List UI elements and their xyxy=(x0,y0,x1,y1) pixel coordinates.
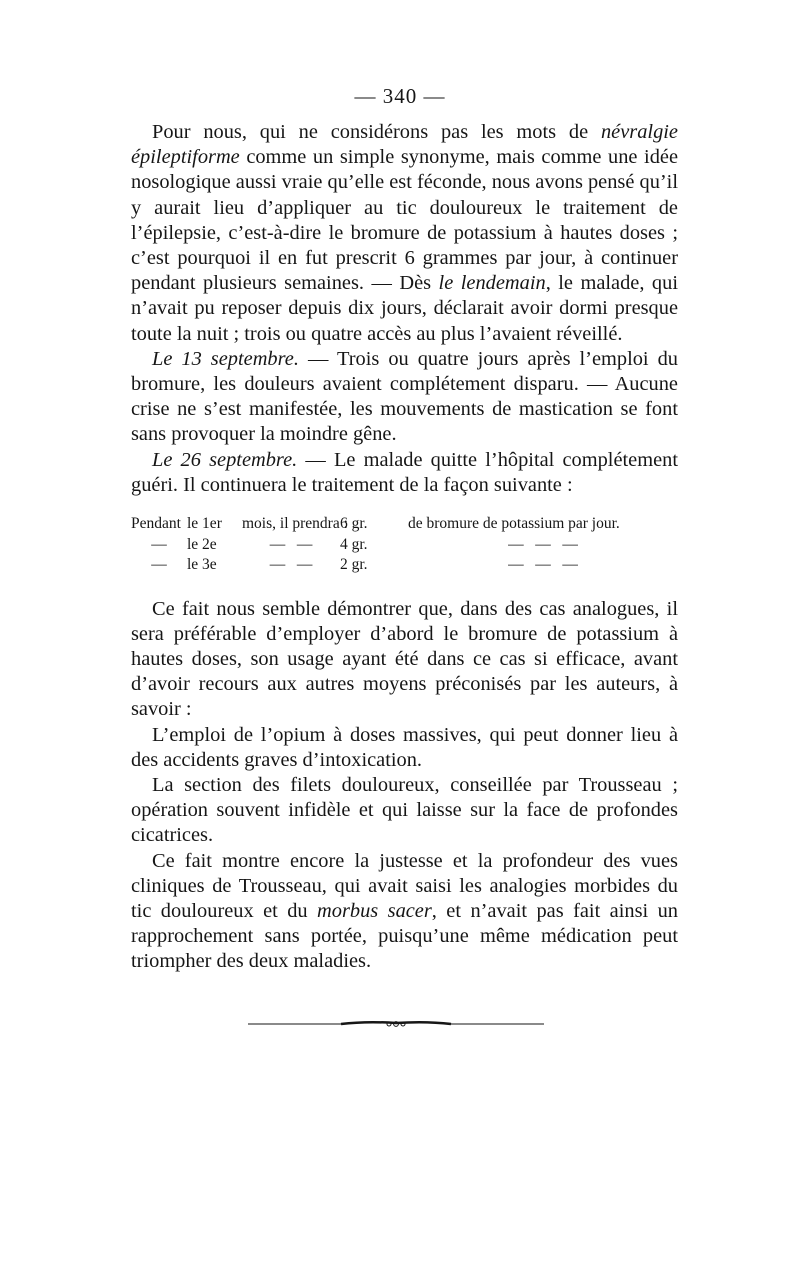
schedule-row xyxy=(131,514,678,535)
ornamental-tail-rule xyxy=(246,1020,546,1028)
dosage-schedule xyxy=(131,514,678,576)
schedule-cell: — — xyxy=(269,535,313,553)
p1-term: névralgie épileptiforme xyxy=(131,121,678,169)
schedule-cell: le 1er xyxy=(187,515,222,533)
p1-lendemain: le lendemain xyxy=(438,272,546,295)
paragraph-3 xyxy=(131,448,678,498)
p7-text-c: , et n’avait pas fait ainsi un rapprochement sans portée, puisqu’une même médication peut triompher des deux maladies. xyxy=(131,899,678,973)
schedule-cell: 4 gr. xyxy=(340,535,368,553)
p3-date: Le 26 septembre. xyxy=(152,448,298,471)
paragraph-1 xyxy=(131,120,678,347)
paragraph-4: Ce fait nous semble démontrer que, dans des cas analogues, il sera préférable d’employer d’abord le bromure de potassium à hautes doses, son usage ayant été dans ce cas si efficace, avant d’avoir recours aux autres moyens préconisés par les auteurs, à savoir : xyxy=(131,597,678,721)
schedule-cell: le 2e xyxy=(187,535,217,553)
page-number: — 340 — xyxy=(354,84,446,108)
schedule-cell: mois, il prendra : xyxy=(242,515,348,533)
paragraph-2 xyxy=(131,347,678,448)
schedule-row xyxy=(131,555,678,576)
schedule-cell: Pendant xyxy=(131,515,181,533)
schedule-cell: — xyxy=(151,556,167,574)
schedule-cell: — — — xyxy=(508,556,578,574)
schedule-cell: — xyxy=(151,535,167,553)
schedule-cell: 2 gr. xyxy=(340,556,368,574)
paragraph-7 xyxy=(131,849,678,975)
paragraph-5: L’emploi de l’opium à doses massives, qui peut donner lieu à des accidents graves d’intoxication. xyxy=(131,723,678,771)
schedule-cell: — — xyxy=(269,556,313,574)
p7-text-a: Ce fait montre encore la justesse et la profondeur des vues cliniques de Trousseau, qui avait saisi les analogies morbides du tic douloureux et du xyxy=(131,849,678,922)
p2-date: Le 13 septembre. xyxy=(152,347,299,370)
schedule-row xyxy=(131,535,678,556)
p2-text: — Trois ou quatre jours après l’emploi du bromure, les douleurs avaient complétement disparu. — Aucune crise ne s’est manifestée, les mouvements de mastication se font sans provoquer la moindre gêne. xyxy=(131,347,678,446)
p1-text-e: , le malade, qui n’avait pu reposer depuis dix jours, déclarait avoir dormi presque toute la nuit ; trois ou quatre accès au plus l’avaient réveillé. xyxy=(131,272,678,345)
schedule-cell: de bromure de potassium par jour. xyxy=(408,515,620,533)
schedule-cell: 6 gr. xyxy=(340,515,368,533)
schedule-cell: le 3e xyxy=(187,556,217,574)
body-text xyxy=(131,120,678,975)
p3-text: — Le malade quitte l’hôpital complétement guéri. Il continuera le traitement de la façon suivante : xyxy=(131,448,678,496)
p1-text-a: Pour nous, qui ne considérons pas les mots de xyxy=(152,121,601,143)
paragraph-6: La section des filets douloureux, conseillée par Trousseau ; opération souvent infidèle et qui laisse sur la face de profondes cicatrices. xyxy=(131,773,678,847)
p7-morbus-sacer: morbus sacer xyxy=(317,899,432,922)
p1-text-c: comme un simple synonyme, mais comme une idée nosologique aussi vraie qu’elle est féconde, nous avons pensé qu’il y aurait lieu d’appliquer au tic douloureux le traitement de l’épilepsie, c’est-à-dire le bromure de potassium à hautes doses ; c’est pourquoi il en fut prescrit 6 grammes par jour, à continuer pendant plusieurs semaines. — Dès xyxy=(131,146,679,295)
schedule-cell: — — — xyxy=(508,535,578,553)
